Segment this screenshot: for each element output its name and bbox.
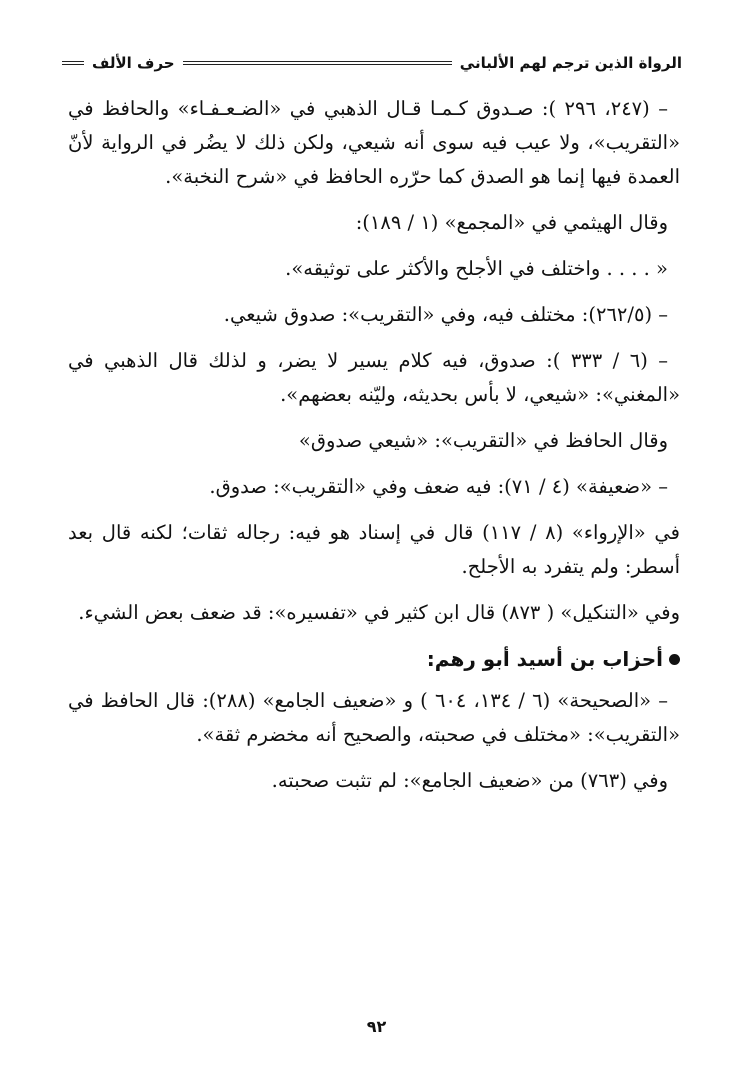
paragraph: – «ضعيفة» (٤ / ٧١): فيه ضعف وفي «التقريب»: صدوق. [209,475,668,498]
page-body [68,92,680,810]
entry-heading-text: أحزاب بن أسيد أبو رهم: [426,647,663,671]
paragraph: – (٢٦٢/٥): مختلف فيه، وفي «التقريب»: صدوق شيعي. [223,303,668,326]
entry-heading [68,642,680,676]
paragraph: في «الإرواء» (٨ / ١١٧) قال في إسناد هو فيه: رجاله ثقات؛ لكنه قال بعد أسطر: ولم يتفرد به الأجلح. [68,521,680,578]
page-number: ٩٢ [366,1017,387,1036]
paragraph: وقال الهيثمي في «المجمع» (١ / ١٨٩): [355,211,668,234]
paragraph: وفي «التنكيل» ( ٨٧٣) قال ابن كثير في «تفسيره»: قد ضعف بعض الشيء. [78,601,680,624]
header-tail-rule [62,61,84,65]
running-header [62,50,682,76]
paragraph: – (٦ / ٣٣٣ ): صدوق، فيه كلام يسير لا يضر، و لذلك قال الذهبي في «المغني»: «شيعي، لا بأس بحديثه، وليّنه بعضهم». [68,349,680,406]
paragraph: وفي (٧٦٣) من «ضعيف الجامع»: لم تثبت صحبته. [271,769,668,792]
book-title: الرواة الذين ترجم لهم الألباني [459,54,682,72]
paragraph: – (٢٤٧، ٢٩٦ ): صـدوق كـمـا قـال الذهبي في «الضـعـفـاء» والحافظ في «التقريب»، ولا عيب فيه سوى أنه شيعي، ولكن ذلك لا يضُر في الرواية لأنّ العمدة فيها إنما هو الصدق كما حرّره الحافظ في «شرح النخبة». [68,97,680,188]
chapter-title: حرف الألف [92,54,175,72]
bullet-icon [669,654,680,665]
paragraph: – «الصحيحة» (٦ / ١٣٤، ٦٠٤ ) و «ضعيف الجامع» (٢٨٨): قال الحافظ في «التقريب»: «مختلف في صحبته، والصحيح أنه مخضرم ثقة». [68,689,680,746]
paragraph: وقال الحافظ في «التقريب»: «شيعي صدوق» [298,429,668,452]
quotation: « . . . . واختلف في الأجلح والأكثر على توثيقه». [285,257,668,280]
header-rule [183,61,452,65]
